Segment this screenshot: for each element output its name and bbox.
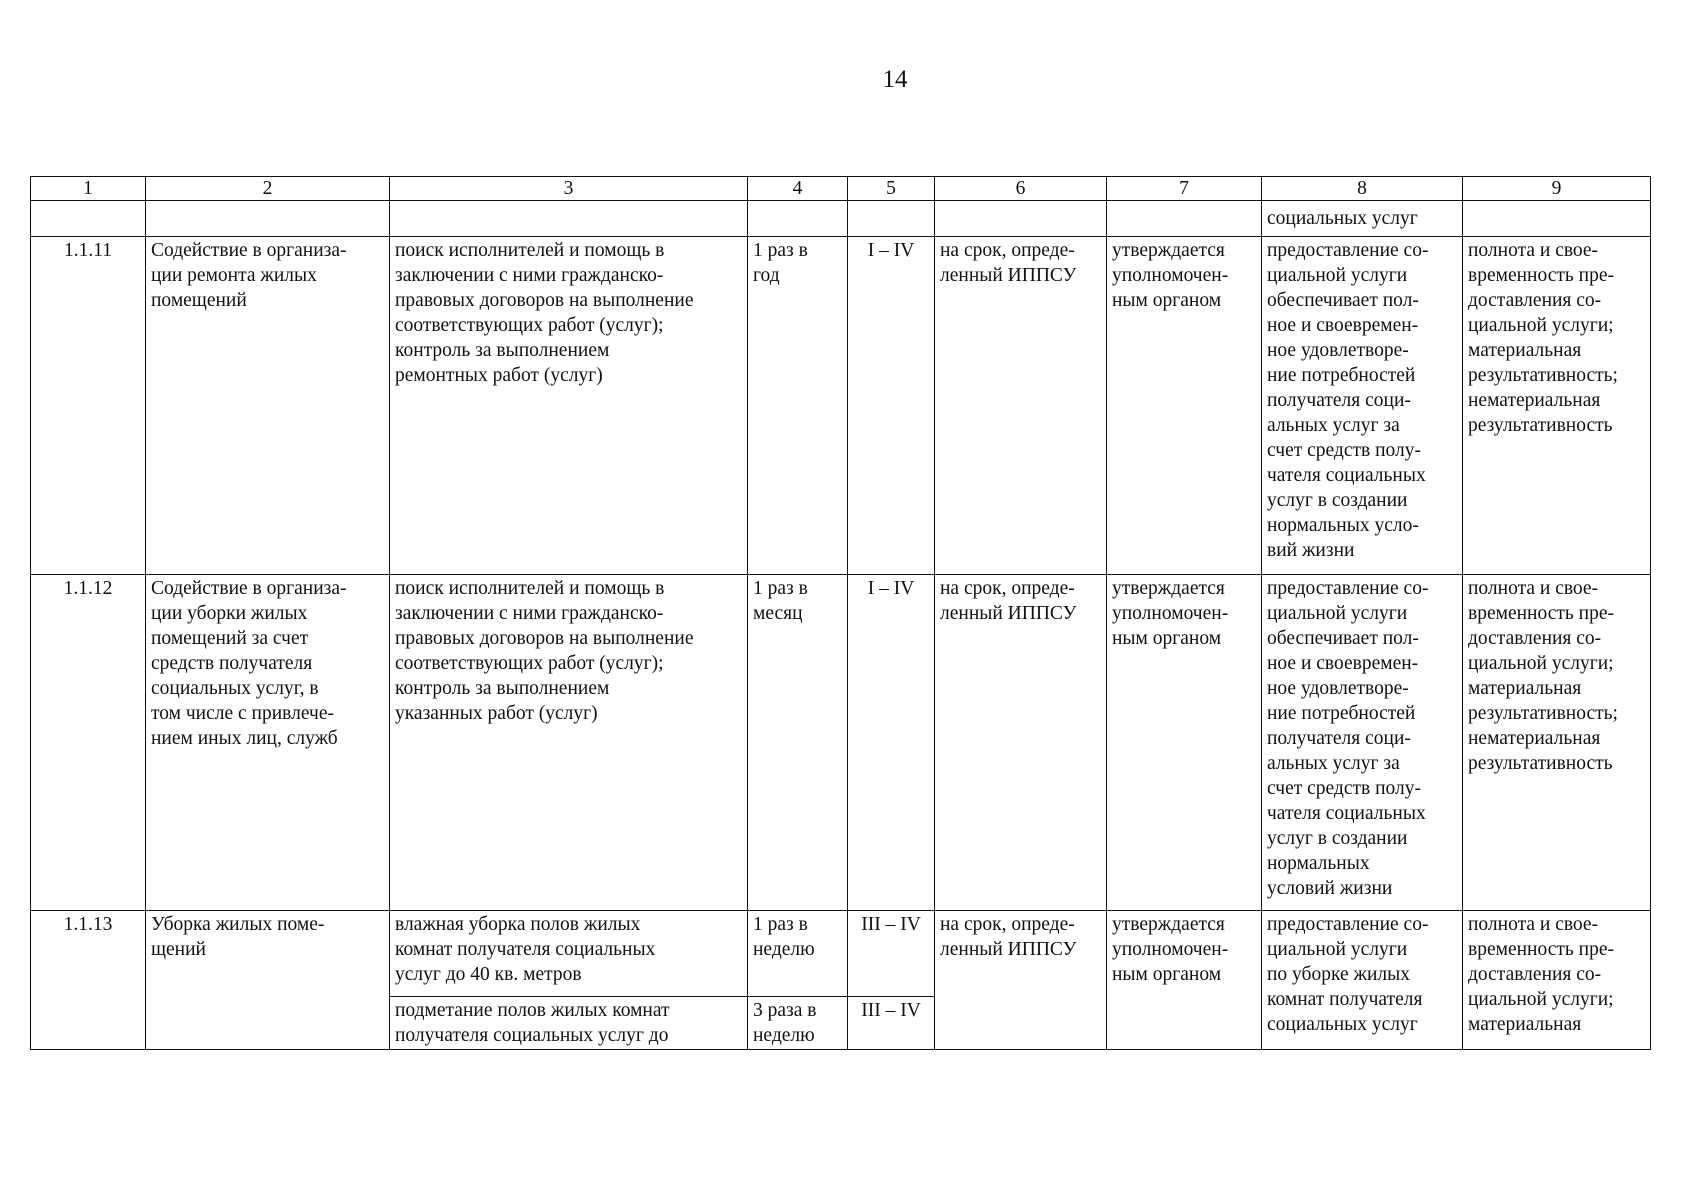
service-conditions: предоставление со- циальной услуги обеспечивает пол- ное и своевремен- ное удовлетворе- ние потребностей получателя соци- альных услуг за счет средств полу- чателя социальных услуг в создании нормальных усло- вий жизни xyxy=(1262,237,1463,575)
column-number: 5 xyxy=(848,177,935,201)
service-frequency: 3 раза в неделю xyxy=(748,997,848,1050)
service-cost: утверждается уполномочен- ным органом xyxy=(1107,911,1262,1050)
service-frequency: 1 раз в год xyxy=(748,237,848,575)
service-indicators: полнота и свое- временность пре- доставления со- циальной услуги; материальная результативность; нематериальная результативность xyxy=(1463,237,1651,575)
service-term: на срок, опреде- ленный ИППСУ xyxy=(935,911,1107,1050)
service-indicators: полнота и свое- временность пре- доставления со- циальной услуги; материальная результативность; нематериальная результативность xyxy=(1463,575,1651,911)
service-conditions: предоставление со- циальной услуги по уборке жилых комнат получателя социальных услуг xyxy=(1262,911,1463,1050)
service-groups: I – IV xyxy=(848,237,935,575)
empty-cell xyxy=(1463,201,1651,237)
service-frequency: 1 раз в неделю xyxy=(748,911,848,997)
service-code: 1.1.12 xyxy=(31,575,146,911)
empty-cell xyxy=(748,201,848,237)
empty-cell xyxy=(1107,201,1262,237)
service-groups: I – IV xyxy=(848,575,935,911)
service-content: поиск исполнителей и помощь в заключении с ними гражданско- правовых договоров на выполнение соответствующих работ (услуг); контроль за выполнением ремонтных работ (услуг) xyxy=(390,237,748,575)
table-row xyxy=(31,911,1651,997)
service-name: Содействие в организа- ции уборки жилых помещений за счет средств получателя социальных услуг, в том числе с привлече- нием иных лиц, служб xyxy=(146,575,390,911)
service-name: Уборка жилых поме- щений xyxy=(146,911,390,1050)
column-number: 4 xyxy=(748,177,848,201)
column-number: 7 xyxy=(1107,177,1262,201)
service-indicators: полнота и свое- временность пре- доставления со- циальной услуги; материальная xyxy=(1463,911,1651,1050)
service-conditions: предоставление со- циальной услуги обеспечивает пол- ное и своевремен- ное удовлетворе- ние потребностей получателя соци- альных услуг за счет средств полу- чателя социальных услуг в создании нормальных условий жизни xyxy=(1262,575,1463,911)
service-groups: III – IV xyxy=(848,997,935,1050)
service-content: влажная уборка полов жилых комнат получателя социальных услуг до 40 кв. метров xyxy=(390,911,748,997)
service-code: 1.1.11 xyxy=(31,237,146,575)
column-number: 6 xyxy=(935,177,1107,201)
table-row xyxy=(31,575,1651,911)
empty-cell xyxy=(31,201,146,237)
service-code: 1.1.13 xyxy=(31,911,146,1050)
page-number: 14 xyxy=(882,66,908,93)
service-term: на срок, опреде- ленный ИППСУ xyxy=(935,237,1107,575)
column-number: 3 xyxy=(390,177,748,201)
empty-cell xyxy=(390,201,748,237)
empty-cell xyxy=(146,201,390,237)
service-frequency: 1 раз в месяц xyxy=(748,575,848,911)
continuation-row xyxy=(31,201,1651,237)
column-number: 2 xyxy=(146,177,390,201)
column-number: 9 xyxy=(1463,177,1651,201)
table-row xyxy=(31,237,1651,575)
service-cost: утверждается уполномочен- ным органом xyxy=(1107,237,1262,575)
column-number: 1 xyxy=(31,177,146,201)
service-cost: утверждается уполномочен- ным органом xyxy=(1107,575,1262,911)
column-number-row xyxy=(31,177,1651,201)
service-term: на срок, опреде- ленный ИППСУ xyxy=(935,575,1107,911)
empty-cell xyxy=(848,201,935,237)
service-content: поиск исполнителей и помощь в заключении с ними гражданско- правовых договоров на выполнение соответствующих работ (услуг); контроль за выполнением указанных работ (услуг) xyxy=(390,575,748,911)
continuation-conditions: социальных услуг xyxy=(1262,201,1463,237)
service-groups: III – IV xyxy=(848,911,935,997)
service-content: подметание полов жилых комнат получателя социальных услуг до xyxy=(390,997,748,1050)
empty-cell xyxy=(935,201,1107,237)
services-table xyxy=(30,176,1651,1050)
service-name: Содействие в организа- ции ремонта жилых помещений xyxy=(146,237,390,575)
column-number: 8 xyxy=(1262,177,1463,201)
